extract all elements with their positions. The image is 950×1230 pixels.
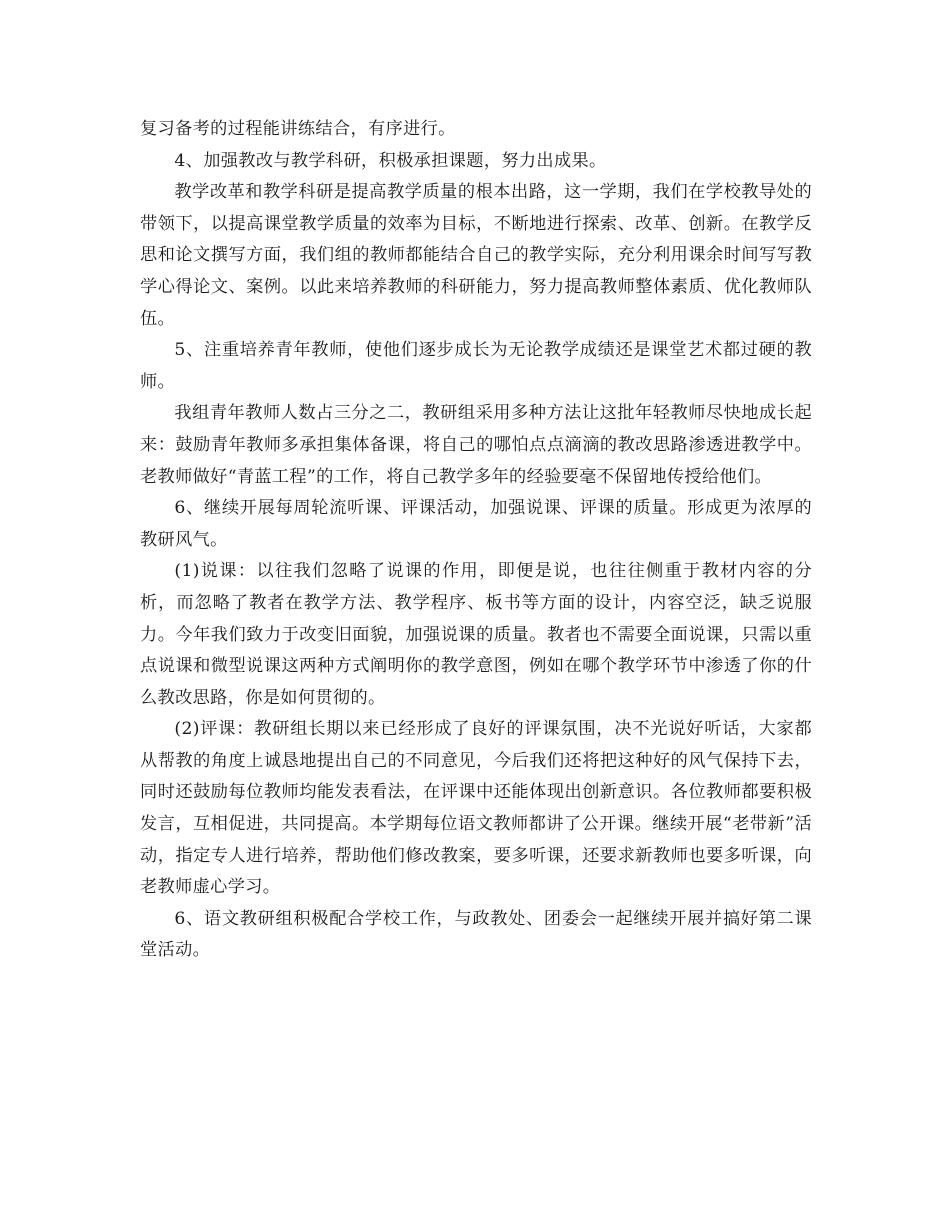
paragraph-teaching-reform: 教学改革和教学科研是提高教学质量的根本出路，这一学期，我们在学校教导处的带领下，以提高课堂教学质量的效率为目标，不断地进行探索、改革、创新。在教学反思和论文撰写方面，我们组的教师都能结合自己的教学实际，充分利用课余时间写写教学心得论文、案例。以此来培养教师的科研能力，努力提高教师整体素质、优化教师队伍。 (140, 182, 812, 329)
heading-item-6-second: 6、语文教研组积极配合学校工作，与政教处、团委会一起继续开展并搞好第二课堂活动。 (140, 908, 812, 961)
paragraph-young-teachers: 我组青年教师人数占三分之二，教研组采用多种方法让这批年轻教师尽快地成长起来：鼓励青年教师多承担集体备课，将自己的哪怕点点滴滴的教改思路渗透进教学中。老教师做好“青蓝工程”的工作，将自己教学多年的经验要毫不保留地传授给他们。 (140, 403, 812, 487)
heading-item-5: 5、注重培养青年教师，使他们逐步成长为无论教学成绩还是课堂艺术都过硬的教师。 (140, 340, 812, 392)
paragraph-continuation: 复习备考的过程能讲练结合，有序进行。 (140, 119, 456, 139)
heading-item-6: 6、继续开展每周轮流听课、评课活动，加强说课、评课的质量。形成更为浓厚的教研风气。 (140, 498, 812, 550)
heading-item-4: 4、加强教改与教学科研，积极承担课题，努力出成果。 (174, 150, 607, 171)
paragraph-lesson-review: (2)评课：教研组长期以来已经形成了良好的评课氛围，决不光说好听话，大家都从帮教的角度上诚恳地提出自己的不同意见，今后我们还将把这种好的风气保持下去，同时还鼓励每位教师均能发表看法，在评课中还能体现出创新意识。各位教师都要积极发言，互相促进，共同提高。本学期每位语文教师都讲了公开课。继续开展“老带新”活动，指定专人进行培养，帮助他们修改教案，要多听课，还要求新教师也要多听课，向老教师虚心学习。 (140, 719, 812, 898)
document-body (140, 114, 812, 967)
paragraph-lesson-talk: (1)说课：以往我们忽略了说课的作用，即便是说，也往往侧重于教材内容的分析，而忽略了教者在教学方法、教学程序、板书等方面的设计，内容空泛，缺乏说服力。今年我们致力于改变旧面貌，加强说课的质量。教者也不需要全面说课，只需以重点说课和微型说课这两种方式阐明你的教学意图，例如在哪个教学环节中渗透了你的什么教改思路，你是如何贯彻的。 (140, 561, 812, 708)
